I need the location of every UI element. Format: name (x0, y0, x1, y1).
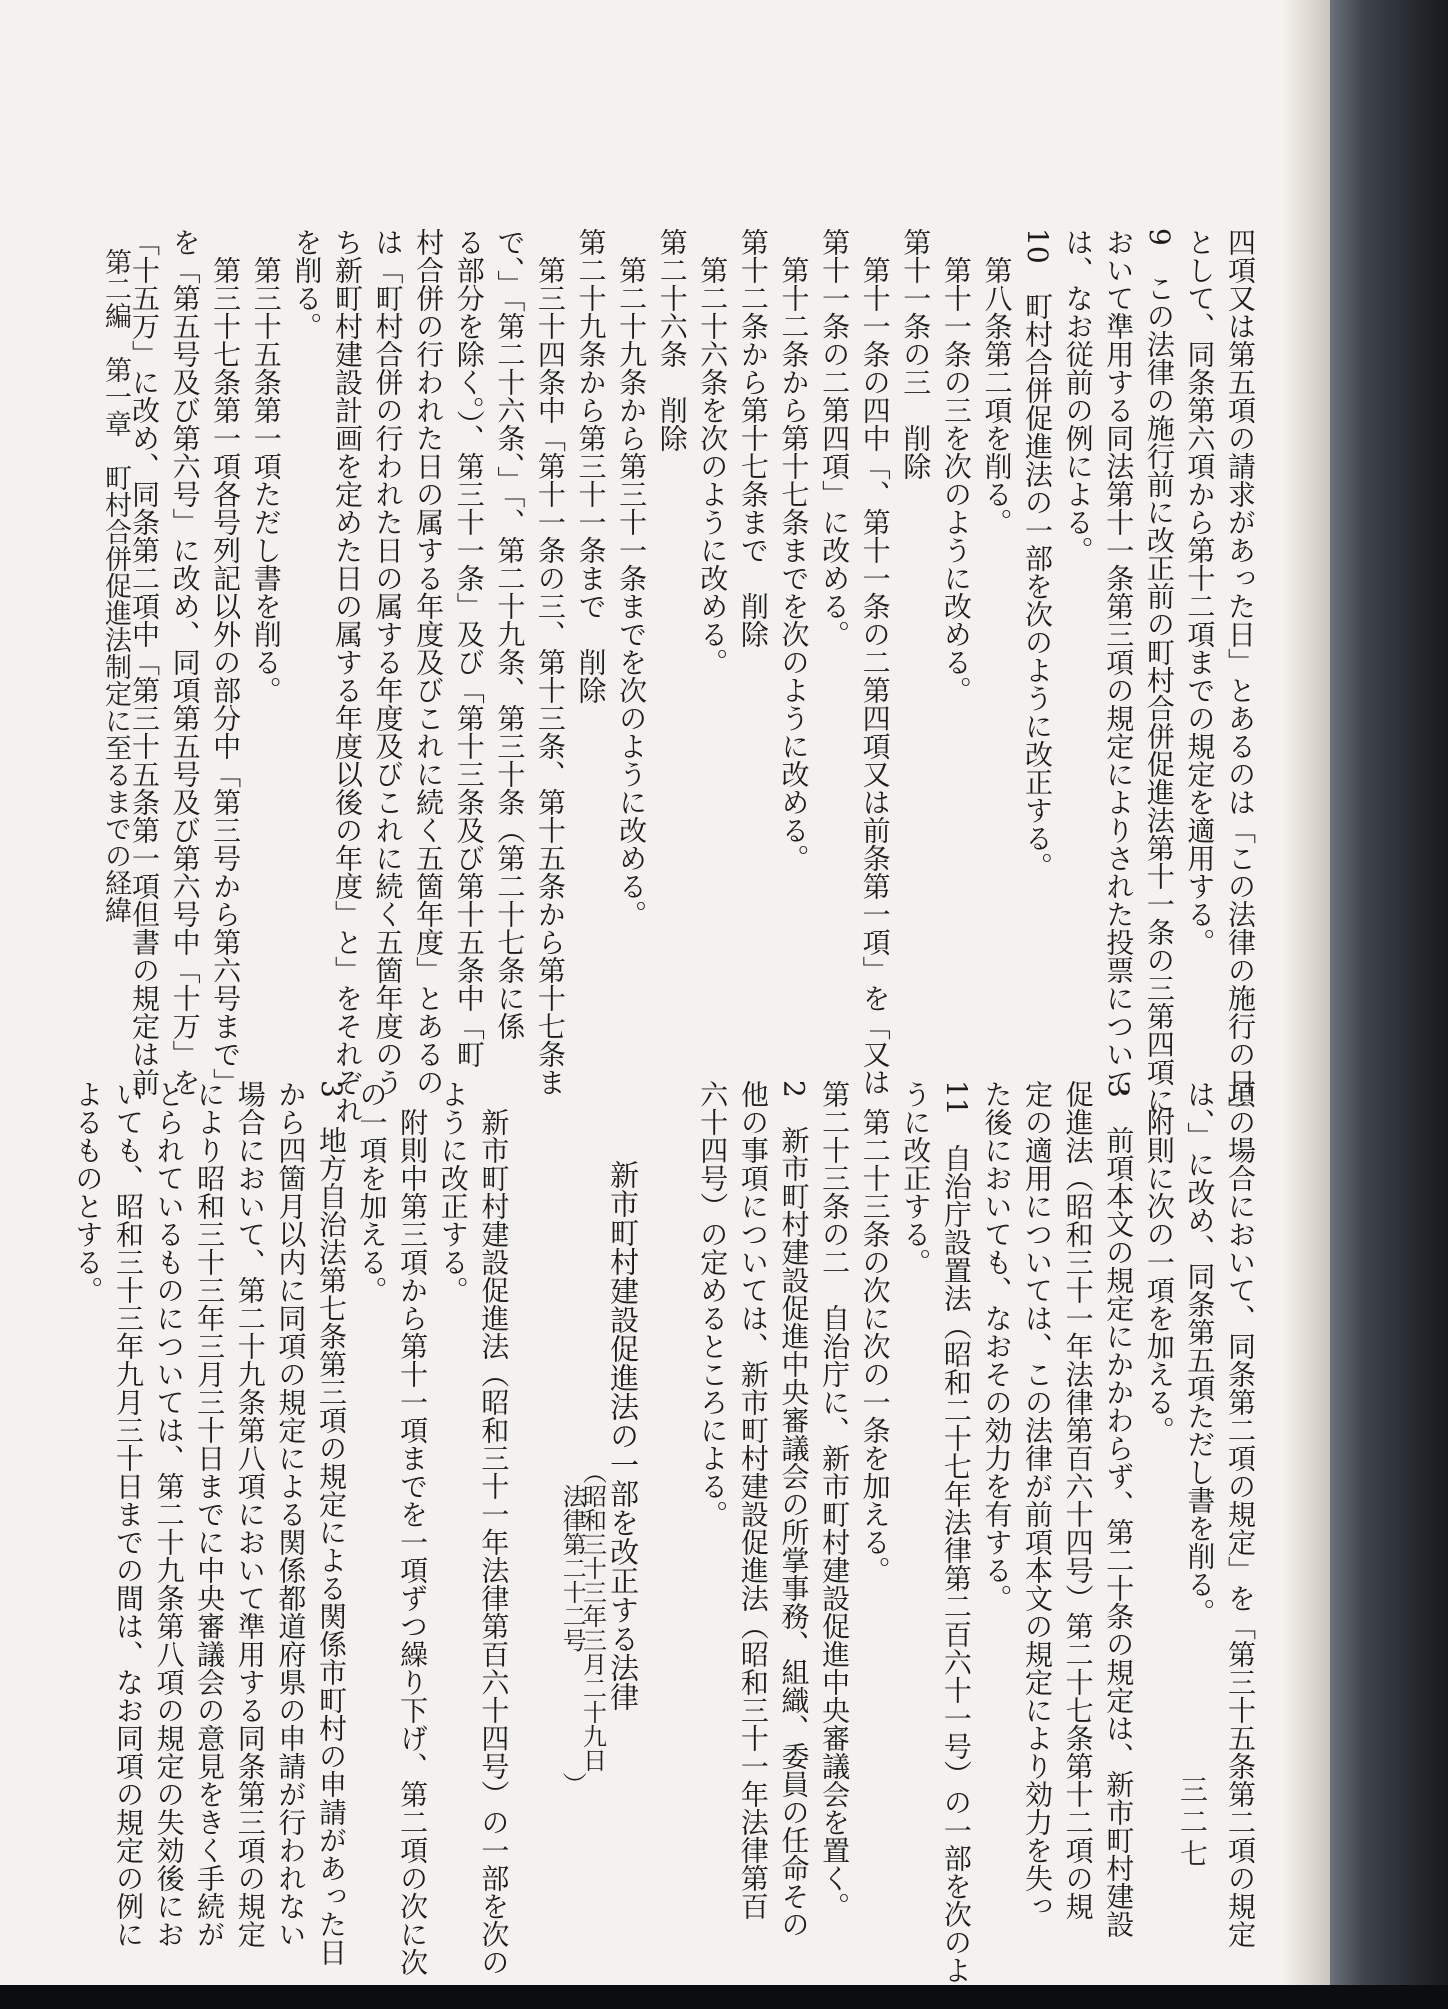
text-column: 促進法（昭和三十一年法律第百六十四号）第二十七条第十二項の規 (1061, 1080, 1095, 1920)
text-column: 第十一条の三を次のように改める。 (939, 228, 973, 704)
text-column: により昭和三十三年三月三十日までに中央審議会の意見をきく手続が (193, 1080, 227, 1948)
text-column: 第三十五条第一項ただし書を削る。 (249, 228, 283, 704)
act-date-line: 法律第二十二号 ） (558, 1460, 587, 1796)
text-column: として、同条第六項から第十二項までの規定を適用する。 (1183, 228, 1217, 956)
text-column: 村合併の行われた日の属する年度及びこれに続く五箇年度」とあるの (412, 228, 446, 1096)
act-date-line: （昭和三十三年三月二十九日 (578, 1460, 607, 1772)
text-column: 第十二条から第十七条までを次のように改める。 (777, 228, 811, 872)
text-column: 第二十六条 削除 (655, 228, 689, 452)
text-column: 新市町村建設促進法（昭和三十一年法律第百六十四号）の一部を次の (477, 1080, 511, 1976)
text-column: ように改正する。 (436, 1080, 470, 1304)
text-column: 場合において、第二十九条第八項において準用する同条第三項の規定 (233, 1080, 267, 1948)
act-title: 新市町村建設促進法の一部を改正する法律 (606, 1160, 641, 1711)
page-gutter-shadow (1282, 0, 1330, 1985)
upper-text-block (127, 228, 1260, 1124)
text-column: 第十一条の二第四項」に改める。 (818, 228, 852, 648)
book-edge (1330, 0, 1448, 2009)
text-column: 四項又は第五項の請求があった日」とあるのは「この法律の施行の日」 (1224, 228, 1257, 1124)
text-column: おいて準用する同法第十一条第三項の規定によりされた投票について (1102, 228, 1136, 1096)
text-column: る部分を除く。）、第三十一条」及び「第十三条及び第十五条中「町 (452, 228, 486, 1068)
text-column: 附則に次の一項を加える。 (1142, 1080, 1176, 1444)
text-column: いても、昭和三十三年九月三十日までの間は、なお同項の規定の例に (111, 1080, 145, 1948)
text-column: 11 自治庁設置法（昭和二十七年法律第二百六十一号）の一部を次のよ (939, 1080, 973, 1984)
text-column: 2 新市町村建設促進中央審議会の所掌事務、組織、委員の任命その (777, 1080, 811, 1938)
text-column: 六十四号）の定めるところによる。 (696, 1080, 730, 1528)
scan-bottom-edge (0, 1985, 1448, 2009)
text-column: 他の事項については、新市町村建設促進法（昭和三十一年法律第百 (736, 1080, 770, 1920)
text-column: を削る。 (290, 228, 324, 340)
text-column: うに改正する。 (899, 1080, 933, 1276)
text-column: 第十二条から第十七条まで 削除 (736, 228, 770, 648)
text-column: は、なお従前の例による。 (1061, 228, 1095, 564)
text-column: 項の場合において、同条第二項の規定」を「第三十五条第二項の規定 (1224, 1080, 1257, 1948)
text-column: 10 町村合併促進法の一部を次のように改正する。 (1021, 228, 1055, 880)
text-column: とられているものについては、第二十九条第八項の規定の失効後にお (152, 1080, 186, 1948)
text-column: 第八条第二項を削る。 (980, 228, 1014, 536)
spacer-column (651, 1080, 692, 1750)
text-column: 第二十九条から第三十一条までを次のように改める。 (615, 228, 649, 928)
text-column: 3 地方自治法第七条第三項の規定による関係市町村の申請があった日 (314, 1080, 348, 1966)
text-column: 第十一条の四中「、第十一条の二第四項又は前条第一項」を「又は (858, 228, 892, 1096)
text-column: 第十一条の三 削除 (899, 228, 933, 480)
text-column: 第二十三条の次に次の一条を加える。 (858, 1080, 892, 1584)
running-footer: 第二編 第一章 町村合併促進法制定に至るまでの経緯 (100, 248, 131, 923)
text-column: から四箇月以内に同項の規定による関係都道府県の申請が行われない (274, 1080, 308, 1948)
text-column: 第二十六条を次のように改める。 (696, 228, 730, 676)
text-column: で、」「第二十六条、」「、第二十九条、第三十条（第二十七条に係 (493, 228, 527, 1040)
text-column: 第三十四条中「第十一条の三、第十三条、第十五条から第十七条ま (533, 228, 567, 1096)
text-column: 附則中第三項から第十一項までを一項ずつ繰り下げ、第二項の次に次 (396, 1080, 430, 1976)
text-column: 9 この法律の施行前に改正前の町村合併促進法第十一条の三第四項に (1142, 228, 1176, 1114)
text-column: 定の適用については、この法律が前項本文の規定により効力を失っ (1021, 1080, 1055, 1920)
page-number: 三二七 (1176, 1775, 1209, 1871)
text-column: の一項を加える。 (355, 1080, 389, 1304)
text-column: 第二十九条から第三十一条まで 削除 (574, 228, 608, 704)
spacer-column (521, 1080, 562, 1750)
text-column: は「町村合併の行われた日の属する年度及びこれに続く五箇年度のう (371, 228, 405, 1096)
text-column: よるものとする。 (71, 1080, 105, 1304)
text-column: た後においても、なおその効力を有する。 (980, 1080, 1014, 1612)
text-column: 3 前項本文の規定にかかわらず、第二十条の規定は、新市町村建設 (1102, 1080, 1136, 1938)
text-column: 「十五万」に改め、同条第二項中「第三十五条第一項但書の規定は前 (127, 228, 161, 1096)
text-column: を「第五号及び第六号」に改め、同項第五号及び第六号中「十万」を (168, 228, 202, 1096)
text-column: 第二十三条の二 自治庁に、新市町村建設促進中央審議会を置く。 (818, 1080, 852, 1920)
text-column: ち新町村建設計画を定めた日の属する年度以後の年度」と」をそれぞれ (330, 228, 364, 1124)
text-column: は、」に改め、同条第五項ただし書を削る。 (1183, 1080, 1217, 1626)
text-column: 第三十七条第一項各号列記以外の部分中「第三号から第六号まで」 (209, 228, 243, 1096)
